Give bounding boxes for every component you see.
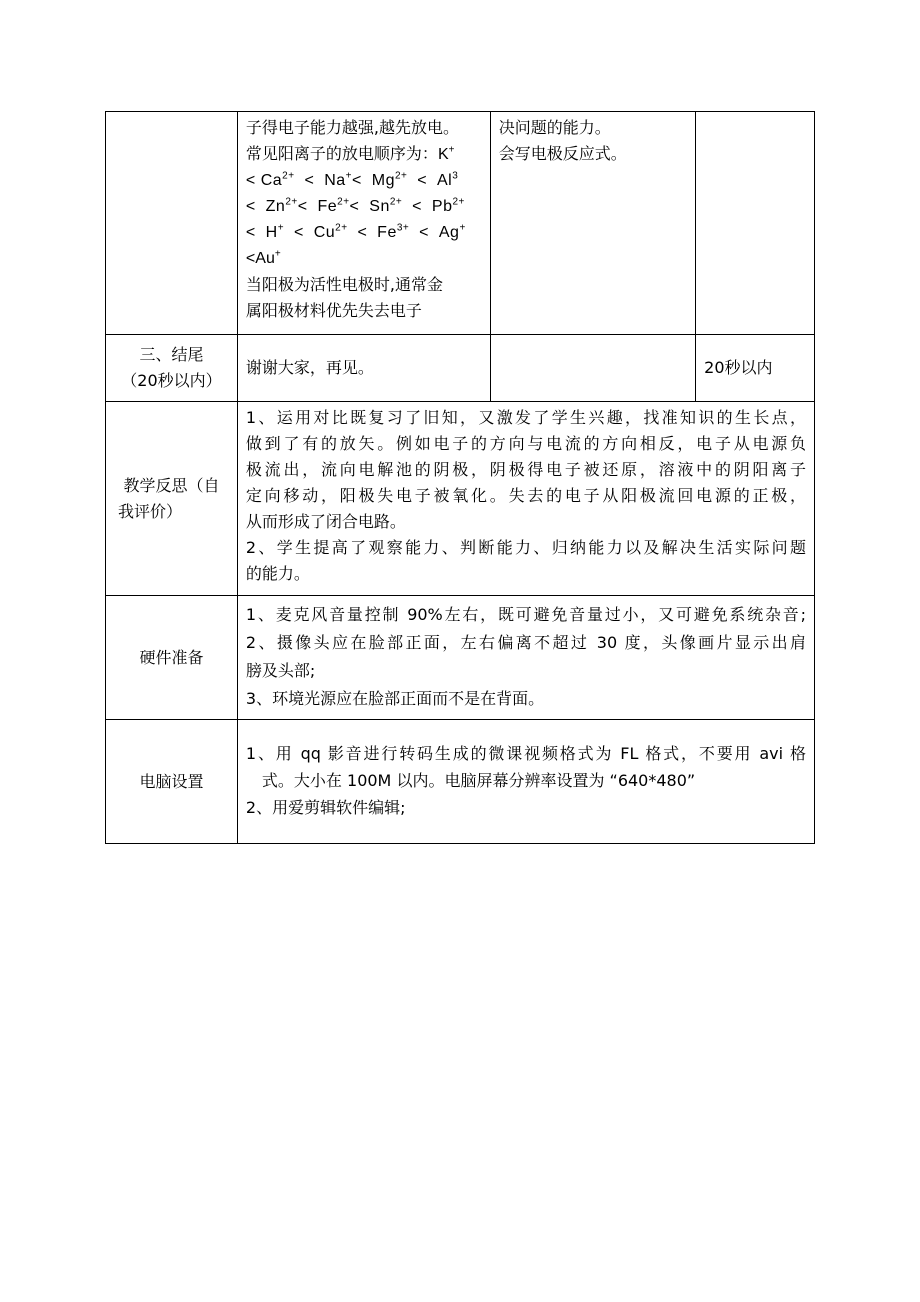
computer-line-1: 1、用 qq 影音进行转码生成的微课视频格式为 FL 格式，不要用 avi 格 bbox=[245, 744, 806, 763]
hardware-line-1: 1、麦克风音量控制 90%左右，既可避免音量过小，又可避免系统杂音; bbox=[245, 605, 806, 624]
reflection-line-7: 的能力。 bbox=[245, 564, 310, 583]
row1-content-cell bbox=[237, 112, 490, 335]
row5-label: 电脑设置 bbox=[139, 771, 204, 791]
row1-objective-line-1: 决问题的能力。 bbox=[498, 118, 611, 137]
table-row-reflection bbox=[106, 402, 815, 596]
hardware-line-2: 2、摄像头应在脸部正面，左右偏离不超过 30 度，头像画片显示出肩 bbox=[245, 633, 806, 652]
row1-line-8: 属阳极材料优先失去电子 bbox=[245, 301, 422, 320]
table-row-continuation bbox=[106, 112, 815, 335]
row1-label-cell bbox=[106, 112, 238, 335]
reflection-line-4: 定向移动，阳极失电子被氧化。失去的电子从阳极流回电源的正极， bbox=[245, 486, 806, 505]
row3-label-cell bbox=[106, 402, 238, 596]
row3-label-line-2: 我评价） bbox=[118, 501, 183, 521]
table-row-hardware bbox=[106, 596, 815, 720]
row5-label-cell bbox=[106, 720, 238, 844]
row4-content-cell bbox=[237, 596, 814, 720]
row1-line-7: 当阳极为活性电极时,通常金 bbox=[245, 275, 444, 294]
row4-label-cell bbox=[106, 596, 238, 720]
row2-content-cell bbox=[237, 335, 490, 402]
row2-objective-cell bbox=[490, 335, 695, 402]
reflection-line-3: 极流出，流向电解池的阴极，阴极得电子被还原，溶液中的阴阳离子 bbox=[245, 460, 806, 479]
cation-order-line-2: < $Zn^{2+}< Fe^{2+}< Sn^{2+} < Pb^{2+}$ bbox=[245, 196, 465, 215]
row1-line-1: 子得电子能力越强,越先放电。 bbox=[245, 118, 460, 137]
row5-content-cell bbox=[237, 720, 814, 844]
row2-label-cell bbox=[106, 335, 238, 402]
row4-label: 硬件准备 bbox=[139, 647, 204, 667]
cation-order-line-3: < $H^+ < Cu^{2+} < Fe^{3+} < Ag^+$ bbox=[245, 222, 466, 241]
row1-line-2: 常见阳离子的放电顺序为：K+ bbox=[245, 144, 455, 163]
reflection-line-2: 做到了有的放矢。例如电子的方向与电流的方向相反，电子从电源负 bbox=[245, 434, 806, 453]
reflection-line-6: 2、学生提高了观察能力、判断能力、归纳能力以及解决生活实际问题 bbox=[245, 538, 806, 557]
row3-label-line-1: 教学反思（自 bbox=[123, 475, 220, 495]
reflection-line-1: 1、运用对比既复习了旧知，又激发了学生兴趣，找准知识的生长点， bbox=[245, 408, 806, 427]
computer-line-2: 式。大小在 100M 以内。电脑屏幕分辨率设置为 “640*480” bbox=[261, 771, 696, 790]
reflection-line-5: 从而形成了闭合电路。 bbox=[245, 512, 406, 531]
row2-time: 20秒以内 bbox=[704, 358, 773, 377]
row2-label-line-2: （20秒以内） bbox=[121, 371, 222, 390]
cation-order-line-4: <Au+ bbox=[245, 248, 281, 267]
lesson-plan-table bbox=[105, 111, 815, 844]
row2-label-line-1: 三、结尾 bbox=[139, 345, 204, 364]
row2-content: 谢谢大家，再见。 bbox=[245, 358, 374, 377]
cation-order-line-1: < $Ca^{2+} < Na^+< Mg^{2+} < Al^3$ bbox=[245, 170, 459, 189]
computer-line-3: 2、用爱剪辑软件编辑; bbox=[245, 798, 406, 817]
row1-objective-line-2: 会写电极反应式。 bbox=[498, 144, 627, 163]
hardware-line-3: 膀及头部; bbox=[245, 661, 316, 680]
hardware-line-4: 3、环境光源应在脸部正面而不是在背面。 bbox=[245, 689, 545, 708]
table-row-ending bbox=[106, 335, 815, 402]
row2-time-cell bbox=[696, 335, 815, 402]
row1-objective-cell bbox=[490, 112, 695, 335]
row1-time-cell bbox=[696, 112, 815, 335]
row3-content-cell bbox=[237, 402, 814, 596]
table-row-computer bbox=[106, 720, 815, 844]
